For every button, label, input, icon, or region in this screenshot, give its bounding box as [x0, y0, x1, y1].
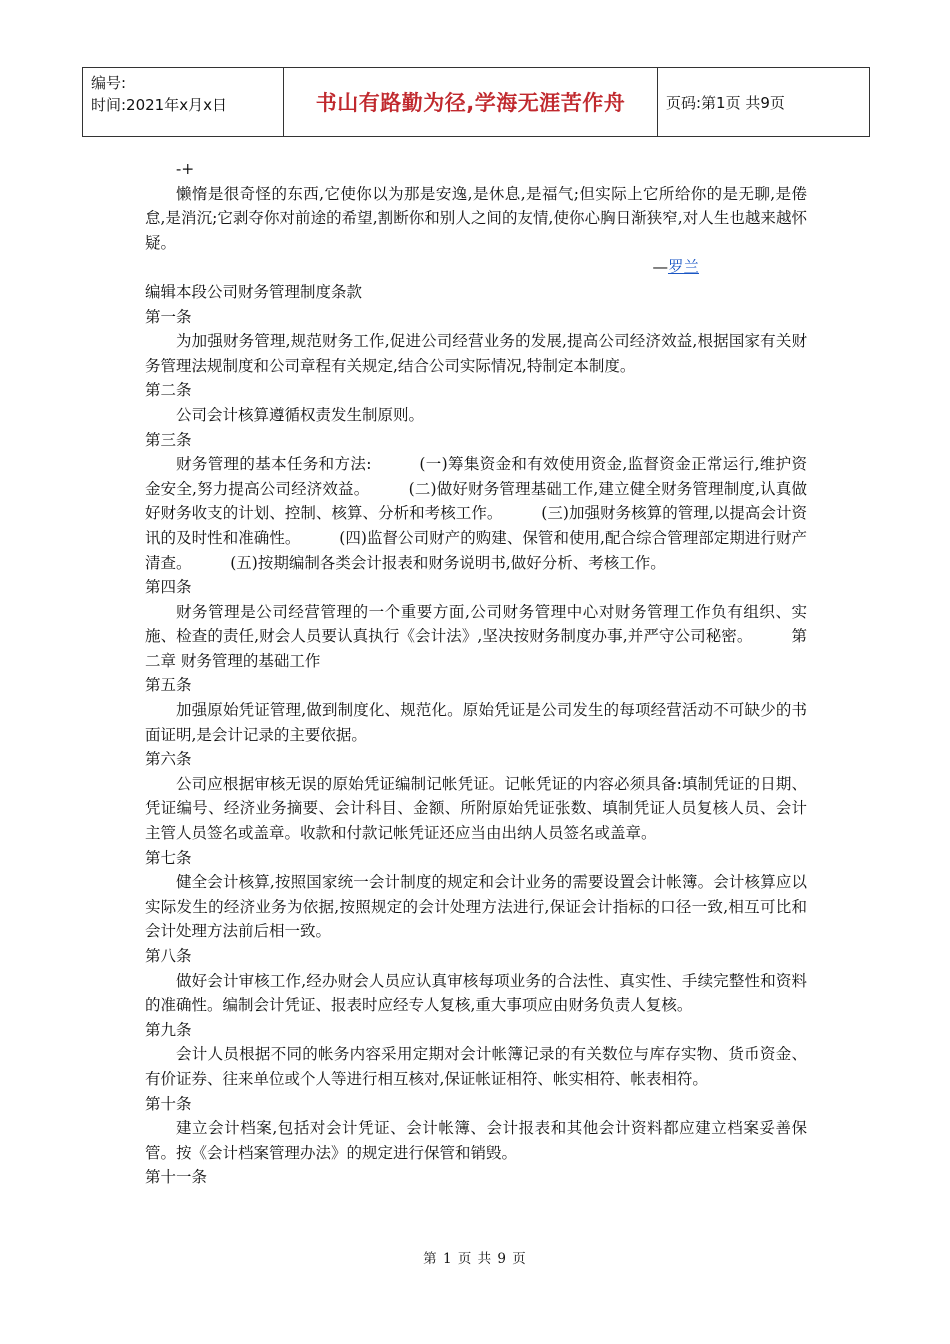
article-title: 第十一条: [145, 1168, 208, 1187]
header-motto: 书山有路勤为径,学海无涯苦作舟: [284, 68, 658, 136]
section-title: 编辑本段公司财务管理制度条款: [145, 282, 363, 301]
article-title: 第九条: [145, 1020, 192, 1039]
article-body: 健全会计核算,按照国家统一会计制度的规定和会计业务的需要设置会计帐簿。会计核算应以实际发生的经济业务为依据,按照规定的会计处理方法进行,保证会计指标的口径一致,相互可比和会计处理方法前后相一致。: [145, 873, 807, 941]
header-page-info: 页码:第1页 共9页: [666, 93, 785, 112]
article-body: 公司应根据审核无误的原始凭证编制记帐凭证。记帐凭证的内容必须具备:填制凭证的日期、凭证编号、经济业务摘要、会计科目、金额、所附原始凭证张数、填制凭证人员复核人员、会计主管人员签名或盖章。收款和付款记帐凭证还应当由出纳人员签名或盖章。: [145, 774, 807, 843]
article-body: 加强原始凭证管理,做到制度化、规范化。原始凭证是公司发生的每项经营活动不可缺少的书面证明,是会计记录的主要依据。: [145, 701, 807, 744]
article-title: 第五条: [145, 676, 192, 695]
article-body: 为加强财务管理,规范财务工作,促进公司经营业务的发展,提高公司经济效益,根据国家有关财务管理法规制度和公司章程有关规定,结合公司实际情况,特制定本制度。: [145, 332, 807, 375]
article-title: 第六条: [145, 750, 192, 769]
document-time-label: 时间:2021年x月x日: [91, 96, 227, 114]
article-title: 第十条: [145, 1094, 192, 1113]
document-body: [145, 157, 807, 1190]
article-body: 公司会计核算遵循权责发生制原则。: [176, 405, 425, 424]
article-title: 第二条: [145, 381, 192, 400]
article-title: 第三条: [145, 430, 192, 449]
quote-author-link[interactable]: 罗兰: [667, 258, 699, 277]
quote-dash: —: [652, 258, 668, 277]
document-number-label: 编号:: [91, 74, 127, 92]
quote-signature: [145, 255, 807, 280]
article-title: 第一条: [145, 307, 192, 326]
page-footer: 第 1 页 共 9 页: [423, 1251, 527, 1267]
article-body: 建立会计档案,包括对会计凭证、会计帐簿、会计报表和其他会计资料都应建立档案妥善保管。按《会计档案管理办法》的规定进行保管和销毁。: [145, 1119, 807, 1162]
article-body: 会计人员根据不同的帐务内容采用定期对会计帐簿记录的有关数位与库存实物、货币资金、有价证券、往来单位或个人等进行相互核对,保证帐证相符、帐实相符、帐表相符。: [145, 1045, 807, 1088]
quote-text: 懒惰是很奇怪的东西,它使你以为那是安逸,是休息,是福气;但实际上它所给你的是无聊,是倦怠,是消沉;它剥夺你对前途的希望,割断你和别人之间的友情,使你心胸日渐狭窄,对人生也越来越怀疑。: [145, 184, 807, 252]
quote-mark: -+: [176, 160, 195, 178]
page-header: [82, 67, 870, 137]
article-title: 第七条: [145, 848, 192, 867]
article-title: 第八条: [145, 947, 192, 965]
article-body: 做好会计审核工作,经办财会人员应认真审核每项业务的合法性、真实性、手续完整性和资料的准确性。编制会计凭证、报表时应经专人复核,重大事项应由财务负责人复核。: [145, 971, 807, 1015]
article-body: 财务管理是公司经营管理的一个重要方面,公司财务管理中心对财务管理工作负有组织、实施、检查的责任,财会人员要认真执行《会计法》,坚决按财务制度办事,并严守公司秘密。 第二章 财务管理的基础工作: [145, 602, 807, 670]
article-body: 财务管理的基本任务和方法: (一)筹集资金和有效使用资金,监督资金正常运行,维护资金安全,努力提高公司经济效益。 (二)做好财务管理基础工作,建立健全财务管理制度,认真做好财务收支的计划、控制、核算、分析和考核工作。 (三)加强财务核算的管理,以提高会计资讯的及时性和准确性。 (四)监督公司财产的购建、保管和使用,配合综合管理部定期进行财产清查。 (五)按期编制各类会计报表和财务说明书,做好分析、考核工作。: [145, 455, 807, 572]
article-title: 第四条: [145, 578, 192, 597]
header-meta: [83, 68, 284, 136]
